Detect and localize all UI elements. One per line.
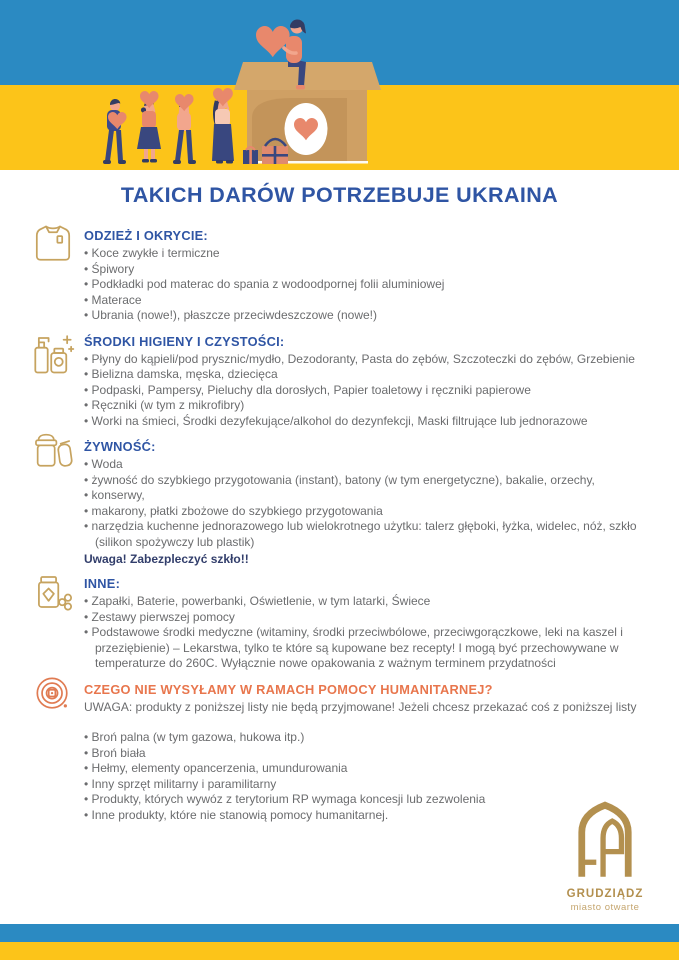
section-clothing bbox=[22, 228, 663, 324]
list-item: • makarony, płatki zbożowe do szybkiego przygotowania bbox=[84, 504, 640, 520]
tshirt-icon bbox=[22, 221, 84, 324]
section-body bbox=[84, 334, 640, 430]
item-list bbox=[84, 594, 640, 672]
donation-illustration bbox=[0, 0, 679, 170]
section-other bbox=[22, 576, 663, 672]
list-item: • Śpiwory bbox=[84, 262, 640, 278]
item-list bbox=[84, 352, 640, 430]
city-gate-icon bbox=[575, 801, 635, 879]
list-item: • Bielizna damska, męska, dziecięca bbox=[84, 367, 640, 383]
list-item: • Worki na śmieci, Środki dezyfekujące/alkohol do dezynfekcji, Maski filtrujące lub jednorazowe bbox=[84, 414, 640, 430]
logo-tagline: miasto otwarte bbox=[570, 902, 640, 913]
list-item: • Produkty, których wywóz z terytorium RP wymaga koncesji lub zezwolenia bbox=[84, 792, 640, 808]
banner bbox=[0, 0, 679, 170]
flag-stripe-blue bbox=[0, 924, 679, 942]
section-body bbox=[84, 576, 640, 672]
prohibited-icon bbox=[22, 675, 84, 824]
list-item: • żywność do szybkiego przygotowania (instant), batony (w tym energetyczne), bakalie, orzechy, bbox=[84, 473, 640, 489]
logo-city-name: GRUDZIĄDZ bbox=[566, 888, 644, 900]
section-header: CZEGO NIE WYSYŁAMY W RAMACH POMOCY HUMANITARNEJ? bbox=[84, 681, 493, 697]
section-header: ODZIEŻ I OKRYCIE: bbox=[84, 228, 208, 243]
section-hygiene bbox=[22, 334, 663, 430]
section-body bbox=[84, 228, 640, 324]
section-header: INNE: bbox=[84, 576, 121, 591]
list-item: • Ubrania (nowe!), płaszcze przeciwdeszczowe (nowe!) bbox=[84, 308, 640, 324]
flag-stripe-yellow bbox=[0, 942, 679, 960]
section-header: ŚRODKI HIGIENY I CZYSTOŚCI: bbox=[84, 333, 285, 349]
list-item: • Inny sprzęt militarny i paramilitarny bbox=[84, 777, 640, 793]
section-food bbox=[22, 439, 663, 566]
list-item: • Podkładki pod materac do spania z wodoodpornej folii aluminiowej bbox=[84, 277, 640, 293]
list-item: • Broń palna (w tym gazowa, hukowa itp.) bbox=[84, 730, 640, 746]
list-item: • Broń biała bbox=[84, 746, 640, 762]
list-item: • Inne produkty, które nie stanowią pomocy humanitarnej. bbox=[84, 808, 640, 824]
list-item: • Podpaski, Pampersy, Pieluchy dla dorosłych, Papier toaletowy i ręczniki papierowe bbox=[84, 383, 640, 399]
section-intro: UWAGA: produkty z poniższej listy nie będą przyjmowane! Jeżeli chcesz przekazać coś z poniższej listy bbox=[84, 699, 637, 714]
list-item: • Podstawowe środki medyczne (witaminy, środki przeciwbólowe, przeciwgorączkowe, leki na kaszel i przeziębienie) – Lekarstwa, tylko te które są kupowane bez recepty! I mogą być przechowywane w temperaturze do 260C. Wyłącznie nowe opakowania z ważnym terminem przydatności bbox=[84, 625, 640, 672]
list-item: • Ręczniki (w tym z mikrofibry) bbox=[84, 398, 640, 414]
section-body bbox=[84, 439, 640, 566]
list-item: • Woda bbox=[84, 457, 640, 473]
section-header: ŻYWNOŚĆ: bbox=[84, 439, 156, 454]
list-item: • konserwy, bbox=[84, 488, 640, 504]
item-list bbox=[84, 246, 640, 324]
page-title: TAKICH DARÓW POTRZEBUJE UKRAINA bbox=[120, 183, 559, 207]
list-item: • Koce zwykłe i termiczne bbox=[84, 246, 640, 262]
hygiene-icon bbox=[22, 327, 84, 430]
gift-box-illustration bbox=[234, 62, 381, 164]
list-item: • Płyny do kąpieli/pod prysznic/mydło, Dezodoranty, Pasta do zębów, Szczoteczki do zębów, Grzebienie bbox=[84, 352, 640, 368]
list-item: • Zapałki, Baterie, powerbanki, Oświetlenie, w tym latarki, Świece bbox=[84, 594, 640, 610]
donation-list bbox=[0, 228, 679, 823]
pills-icon bbox=[22, 569, 84, 672]
list-item: • narzędzia kuchenne jednorazowego lub wielokrotnego użytku: talerz głęboki, łyżka, widelec, nóż, szkło (silikon spożywczy lub plastik) bbox=[84, 519, 640, 550]
list-item: • Hełmy, elementy opancerzenia, umundurowania bbox=[84, 761, 640, 777]
list-item: • Materace bbox=[84, 293, 640, 309]
list-item: • Zestawy pierwszej pomocy bbox=[84, 610, 640, 626]
item-list bbox=[84, 457, 640, 550]
section-note: Uwaga! Zabezpleczyć szkło!! bbox=[84, 552, 249, 566]
jar-icon bbox=[22, 432, 84, 566]
city-logo bbox=[555, 801, 655, 913]
